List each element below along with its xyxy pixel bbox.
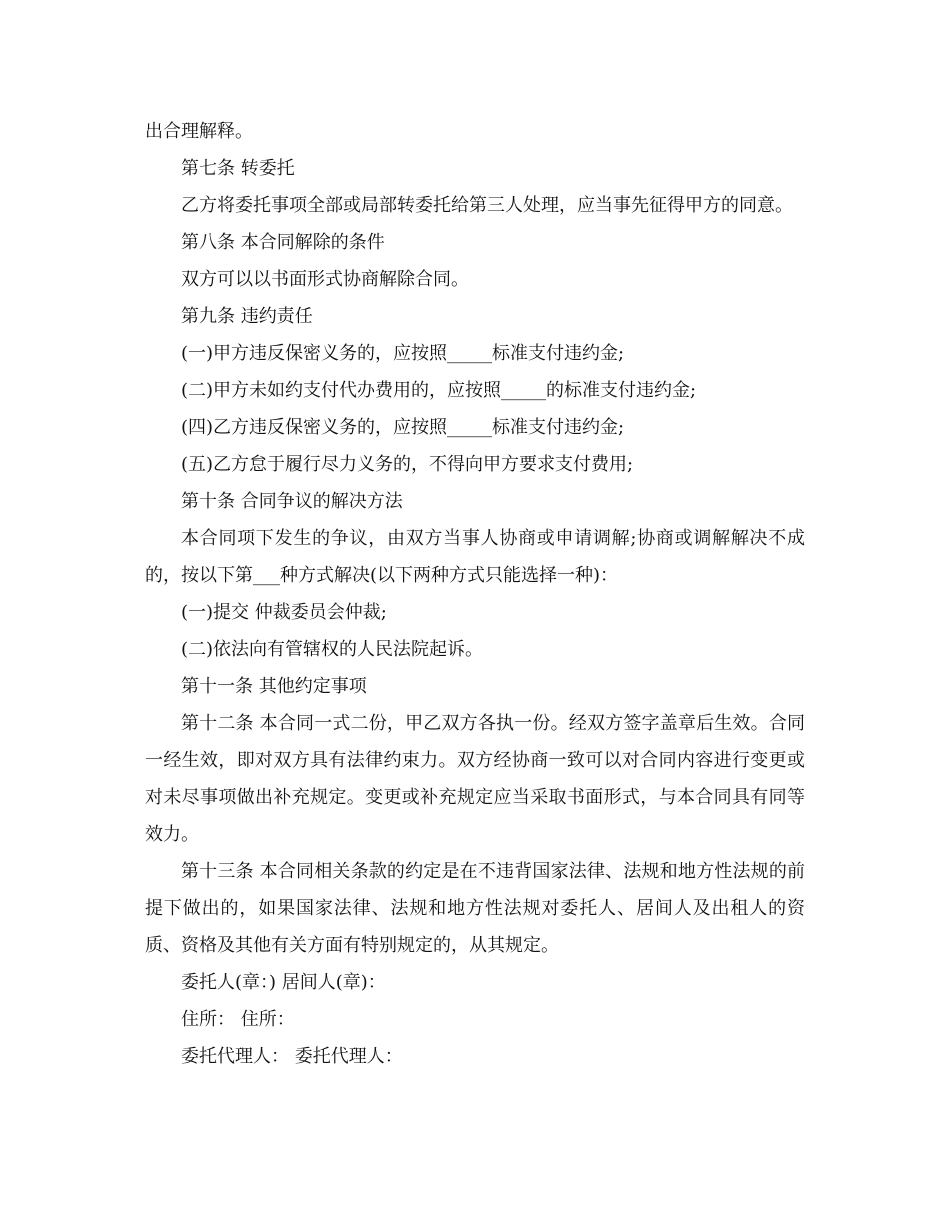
paragraph-article-13: 第十三条 本合同相关条款的约定是在不违背国家法律、法规和地方性法规的前提下做出的，如果国家法律、法规和地方性法规对委托人、居间人及出租人的资质、资格及其他有关方面有特别规定的，从其规定。: [145, 861, 805, 956]
heading-article-9: 第九条 违约责任: [181, 306, 313, 327]
heading-article-7: 第七条 转委托: [181, 158, 295, 179]
signature-address-line: 住所： 住所：: [181, 1009, 295, 1030]
signature-agent-line: 委托代理人： 委托代理人：: [181, 1046, 403, 1067]
list-item-breach-2: (二)甲方未如约支付代办费用的，应按照_____的标准支付违约金;: [181, 380, 697, 401]
paragraph-article-8: 双方可以以书面形式协商解除合同。: [181, 269, 469, 290]
paragraph-article-10: 本合同项下发生的争议，由双方当事人协商或申请调解;协商或调解解决不成的，按以下第___种方式解决(以下两种方式只能选择一种)：: [145, 528, 805, 586]
paragraph-interpretation-tail: 出合理解释。: [145, 121, 253, 142]
list-item-breach-4: (四)乙方违反保密义务的，应按照_____标准支付违约金;: [181, 417, 625, 438]
paragraph-article-7: 乙方将委托事项全部或局部转委托给第三人处理，应当事先征得甲方的同意。: [181, 195, 793, 216]
paragraph-article-12: 第十二条 本合同一式二份，甲乙双方各执一份。经双方签字盖章后生效。合同一经生效，即对双方具有法律约束力。双方经协商一致可以对合同内容进行变更或对未尽事项做出补充规定。变更或补充规定应当采取书面形式，与本合同具有同等效力。: [145, 713, 805, 845]
list-item-breach-5: (五)乙方怠于履行尽力义务的，不得向甲方要求支付费用;: [181, 454, 634, 475]
list-item-dispute-2: (二)依法向有管辖权的人民法院起诉。: [181, 639, 484, 660]
document-body: [145, 113, 805, 1075]
heading-article-11: 第十一条 其他约定事项: [181, 676, 367, 697]
heading-article-8: 第八条 本合同解除的条件: [181, 232, 385, 253]
heading-article-10: 第十条 合同争议的解决方法: [181, 491, 403, 512]
signature-principal-line: 委托人(章：) 居间人(章)：: [181, 972, 386, 993]
list-item-dispute-1: (一)提交 仲裁委员会仲裁;: [181, 602, 387, 623]
list-item-breach-1: (一)甲方违反保密义务的，应按照_____标准支付违约金;: [181, 343, 625, 364]
